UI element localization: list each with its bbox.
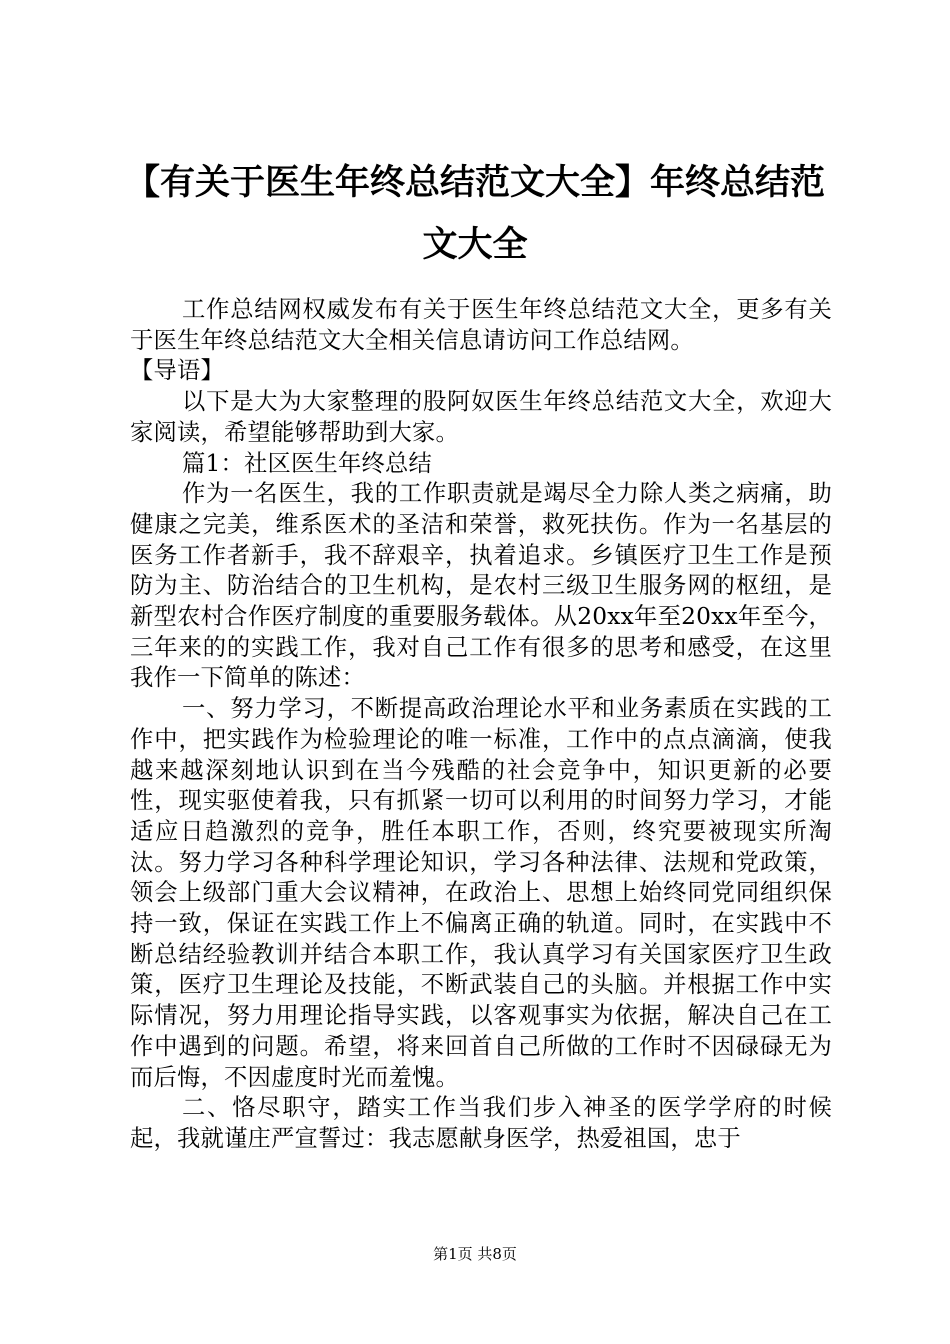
body-paragraph: 二、恪尽职守，踏实工作当我们步入神圣的医学学府的时候起，我就谨庄严宣誓过：我志愿献身医学，热爱祖国，忠于: [130, 1094, 832, 1152]
guide-heading: 【导语】: [130, 357, 224, 385]
document-title-line-2: 文大全: [422, 225, 528, 265]
section-heading: 篇1：社区医生年终总结: [182, 449, 432, 477]
document-body: [130, 295, 832, 1155]
body-paragraph: 作为一名医生，我的工作职责就是竭尽全力除人类之病痛，助健康之完美，维系医术的圣洁和荣誉，救死扶伤。作为一名基层的医务工作者新手，我不辞艰辛，执着追求。乡镇医疗卫生工作是预防为主、防治结合的卫生机构，是农村三级卫生服务网的枢纽，是新型农村合作医疗制度的重要服务载体。从20xx年至20xx年至今，三年来的的实践工作，我对自己工作有很多的思考和感受，在这里我作一下简单的陈述：: [130, 480, 832, 692]
page-number-footer: 第1页 共8页: [433, 1245, 517, 1263]
guide-paragraph: 以下是大为大家整理的股阿奴医生年终总结范文大全，欢迎大家阅读，希望能够帮助到大家。: [130, 388, 832, 446]
body-paragraph: 一、努力学习，不断提高政治理论水平和业务素质在实践的工作中，把实践作为检验理论的唯一标准，工作中的点点滴滴，使我越来越深刻地认识到在当今残酷的社会竞争中，知识更新的必要性，现实驱使着我，只有抓紧一切可以利用的时间努力学习，才能适应日趋激烈的竞争，胜任本职工作，否则，终究要被现实所淘汰。努力学习各种科学理论知识，学习各种法律、法规和党政策，领会上级部门重大会议精神，在政治上、思想上始终同党同组织保持一致，保证在实践工作上不偏离正确的轨道。同时，在实践中不断总结经验教训并结合本职工作，我认真学习有关国家医疗卫生政策，医疗卫生理论及技能，不断武装自己的头脑。并根据工作中实际情况，努力用理论指导实践，以客观事实为依据，解决自己在工作中遇到的问题。希望，将来回首自己所做的工作时不因碌碌无为而后悔，不因虚度时光而羞愧。: [130, 695, 832, 1091]
document-title-line-1: 【有关于医生年终总结范文大全】年终总结范: [124, 163, 825, 203]
intro-paragraph: 工作总结网权威发布有关于医生年终总结范文大全，更多有关于医生年终总结范文大全相关信息请访问工作总结网。: [130, 296, 832, 354]
